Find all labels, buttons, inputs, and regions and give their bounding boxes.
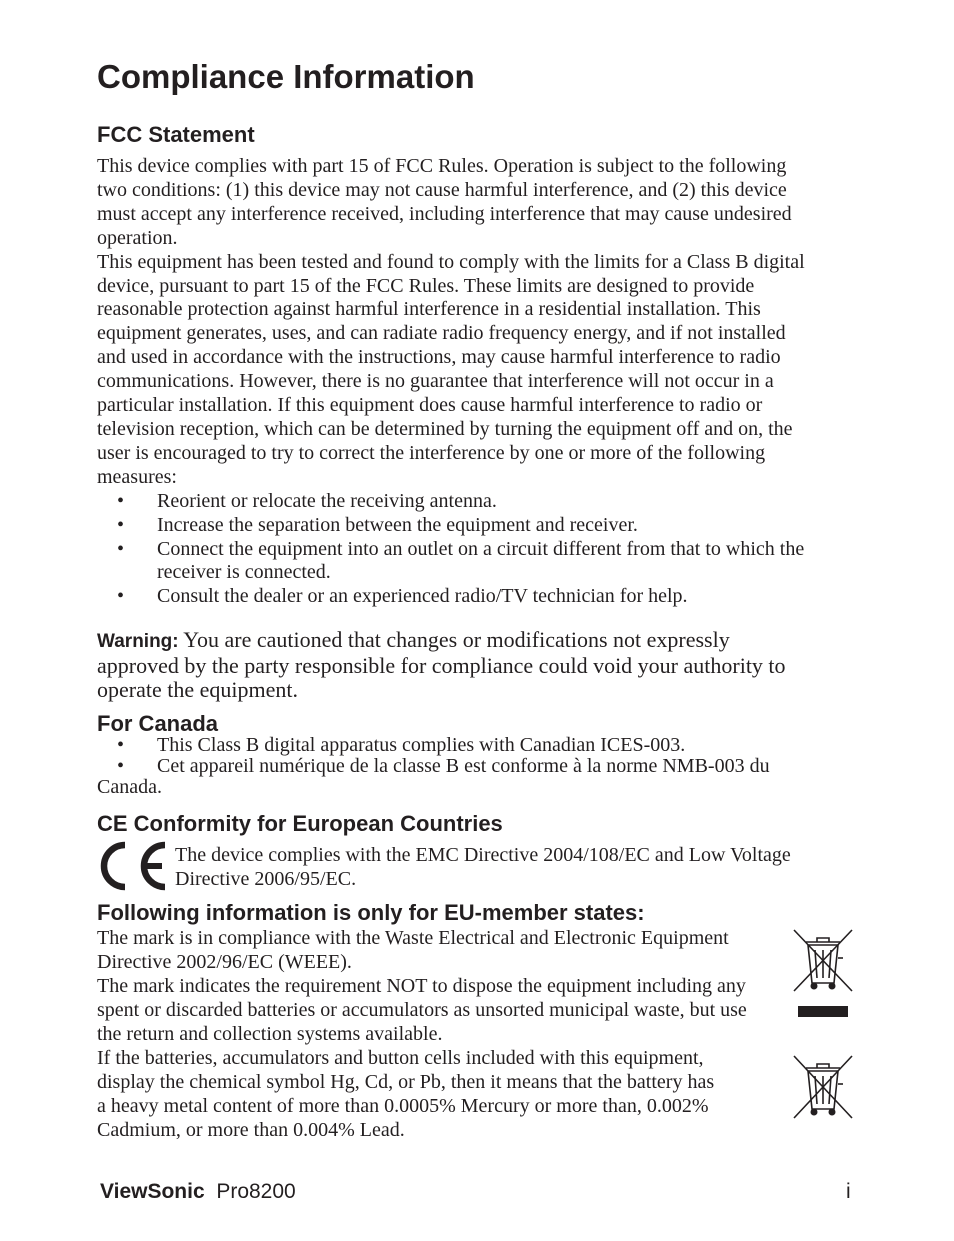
text-line: If the batteries, accumulators and button cells included with this equipment, (97, 1047, 704, 1069)
text-line: a heavy metal content of more than 0.0005% Mercury or more than, 0.002% (97, 1095, 709, 1117)
ce-mark-icon (97, 840, 171, 892)
text-line: The device complies with the EMC Directive 2004/108/EC and Low Voltage (175, 844, 791, 866)
text-line: device, pursuant to part 15 of the FCC Rules. These limits are designed to provide (97, 274, 755, 297)
fcc-measures-list (97, 490, 877, 610)
text-line: This equipment has been tested and found to comply with the limits for a Class B digital (97, 250, 805, 273)
list-item-text: Connect the equipment into an outlet on a circuit different from that to which the (157, 537, 805, 560)
fcc-paragraph-1 (97, 155, 877, 251)
list-item (97, 585, 877, 609)
list-item-text: This Class B digital apparatus complies with Canadian ICES-003. (157, 734, 686, 756)
text-line: reasonable protection against harmful interference in a residential installation. This (97, 298, 761, 321)
list-item (97, 538, 877, 586)
list-item (97, 490, 877, 514)
text-line: equipment generates, uses, and can radiate radio frequency energy, and if not installed (97, 322, 786, 345)
text-line: television reception, which can be determined by turning the equipment off and on, the (97, 417, 793, 440)
list-item (97, 756, 877, 777)
ce-heading: CE Conformity for European Countries (97, 811, 503, 836)
text-line: measures: (97, 465, 177, 488)
eu-heading: Following information is only for EU-member states: (97, 900, 645, 925)
text-line: approved by the party responsible for compliance could void your authority to (97, 653, 786, 678)
fcc-body (97, 155, 877, 609)
bullet: • (117, 513, 125, 536)
text-line: Cadmium, or more than 0.004% Lead. (97, 1119, 405, 1141)
list-item (97, 735, 877, 756)
text-line: spent or discarded batteries or accumulators as unsorted municipal waste, but use (97, 999, 747, 1021)
warning-label: Warning: (97, 631, 179, 652)
warning-block (97, 628, 877, 702)
page-footer (100, 1180, 296, 1204)
page-number: i (846, 1180, 851, 1203)
text-line: The mark indicates the requirement NOT to dispose the equipment including any (97, 975, 746, 997)
eu-body (97, 926, 797, 1142)
page-title: Compliance Information (97, 58, 475, 95)
brand-name: ViewSonic (100, 1180, 205, 1203)
canada-body (97, 735, 877, 798)
bullet: • (117, 755, 125, 777)
bullet: • (117, 537, 125, 560)
text-line: user is encouraged to try to correct the interference by one or more of the following (97, 441, 766, 464)
bullet: • (117, 489, 125, 512)
text-line: particular installation. If this equipment does cause harmful interference to radio or (97, 394, 763, 417)
list-item (97, 514, 877, 538)
list-item-text: Reorient or relocate the receiving antenna. (157, 489, 497, 512)
list-item-text: receiver is connected. (157, 561, 331, 584)
ce-text (175, 843, 791, 891)
text-line: must accept any interference received, including interference that may cause undesired (97, 202, 792, 225)
text-line: You are cautioned that changes or modifications not expressly (178, 627, 730, 652)
list-item-text: Increase the separation between the equipment and receiver. (157, 513, 638, 536)
text-line: Directive 2006/95/EC. (175, 868, 357, 890)
fcc-heading: FCC Statement (97, 122, 255, 147)
text-line: operate the equipment. (97, 677, 298, 702)
model-name: Pro8200 (216, 1180, 296, 1203)
fcc-paragraph-2 (97, 251, 877, 490)
battery-bin-icon (792, 1054, 854, 1120)
list-item-text: Consult the dealer or an experienced radio/TV technician for help. (157, 585, 688, 608)
weee-bin-icon (792, 928, 854, 1020)
bullet: • (117, 734, 125, 756)
text-line: Directive 2002/96/EC (WEEE). (97, 951, 352, 973)
text-line: communications. However, there is no guarantee that interference will not occur in a (97, 370, 774, 393)
text-line: and used in accordance with the instructions, may cause harmful interference to radio (97, 346, 781, 369)
text-line: The mark is in compliance with the Waste Electrical and Electronic Equipment (97, 927, 729, 949)
bullet: • (117, 585, 125, 608)
text-line: operation. (97, 226, 178, 249)
text-line: two conditions: (1) this device may not cause harmful interference, and (2) this device (97, 178, 787, 201)
list-item-continuation: Canada. (97, 776, 162, 798)
text-line: display the chemical symbol Hg, Cd, or Pb, then it means that the battery has (97, 1071, 715, 1093)
list-item-text: Cet appareil numérique de la classe B est conforme à la norme NMB-003 du (157, 755, 770, 777)
text-line: This device complies with part 15 of FCC Rules. Operation is subject to the following (97, 155, 787, 177)
canada-heading: For Canada (97, 711, 219, 736)
text-line: the return and collection systems available. (97, 1023, 443, 1045)
